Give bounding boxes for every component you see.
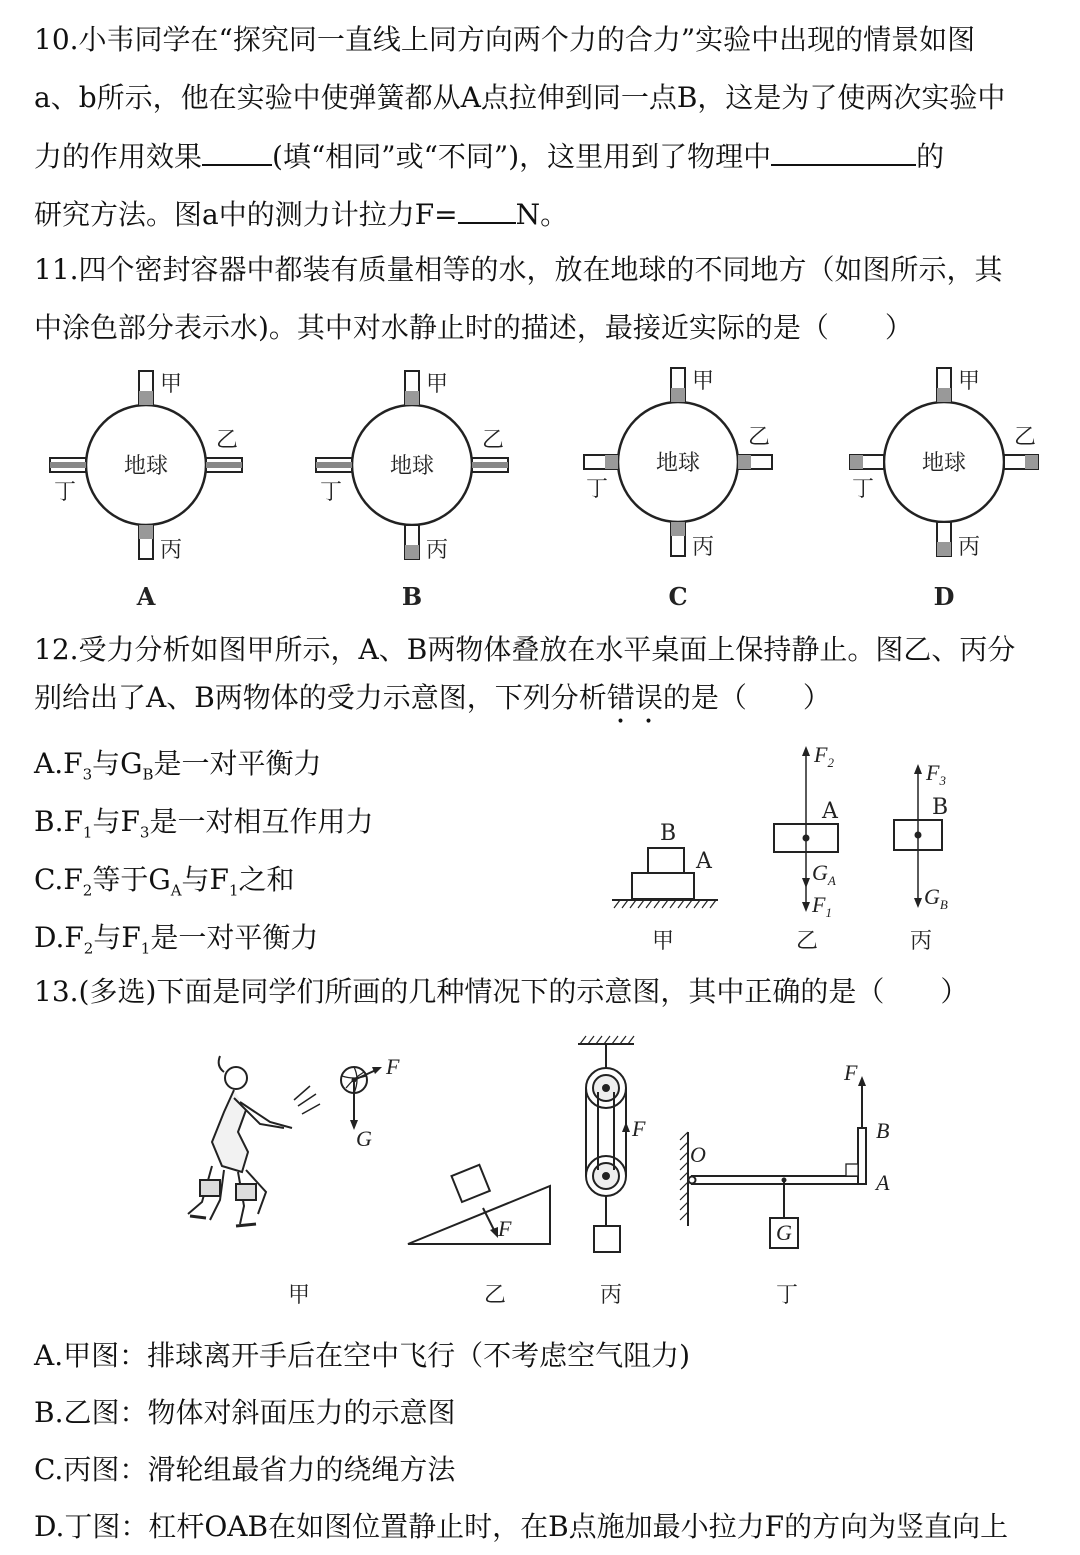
q10-blank-1[interactable] — [202, 136, 272, 166]
option-letter: B — [401, 582, 423, 611]
caption-bing: 丙 — [910, 929, 933, 954]
label-b: B — [660, 821, 677, 846]
label-top: 甲 — [958, 369, 981, 394]
yi-force-f: F — [498, 1216, 512, 1241]
caption-ding: 丁 — [776, 1283, 799, 1308]
q12-option-a[interactable]: $A.F_3$与$G_B$是一对平衡力 — [34, 747, 322, 784]
label-left: 丁 — [320, 480, 343, 505]
q10-line4-a: 研究方法。图a中的测力计拉力F= — [34, 198, 458, 231]
label-right: 乙 — [216, 428, 239, 453]
q12-figure — [600, 740, 970, 960]
earth-label: 地球 — [389, 454, 435, 479]
label-top: 甲 — [692, 369, 715, 394]
q11-figure — [0, 360, 1080, 615]
force-ga: $G_A$ — [812, 860, 836, 888]
q10-line4 — [34, 194, 568, 235]
force-f3: $F_3$ — [926, 760, 946, 788]
q11-option-d — [850, 368, 1038, 611]
q12-fig-jia — [612, 821, 718, 954]
q11-line1: 11.四个密封容器中都装有质量相等的水，放在地球的不同地方（如图所示，其 — [34, 253, 1003, 286]
caption-jia: 甲 — [288, 1283, 311, 1308]
q11-line2: 中涂色部分表示水)。其中对水静止时的描述，最接近实际的是（ ） — [34, 311, 913, 344]
q11-option-a — [50, 371, 242, 611]
q13-figure — [176, 1030, 916, 1320]
force-gb: $G_B$ — [924, 884, 948, 912]
q13-option-c[interactable]: C.丙图：滑轮组最省力的绕绳方法 — [34, 1453, 456, 1486]
q13-fig-ding — [680, 1076, 866, 1248]
q10-line3-b: (填“相同”或“不同”)，这里用到了物理中 — [272, 140, 772, 173]
ding-point-b: B — [876, 1118, 890, 1143]
label-bottom: 丙 — [160, 538, 183, 563]
q12-line2-b: 的是（ ） — [662, 681, 831, 714]
q13-fig-bing — [578, 1036, 634, 1252]
q13-option-d[interactable]: D.丁图：杠杆OAB在如图位置静止时，在B点施加最小拉力F的方向为竖直向上 — [34, 1510, 1009, 1543]
q12-line1: 12.受力分析如图甲所示，A、B两物体叠放在水平桌面上保持静止。图乙、丙分 — [34, 633, 1016, 666]
bing-force-f: F — [632, 1116, 646, 1141]
label-bottom: 丙 — [426, 538, 449, 563]
force-f2: $F_2$ — [814, 742, 834, 770]
q12-line2 — [34, 678, 831, 730]
q10-blank-3[interactable] — [458, 194, 516, 224]
q12-option-b[interactable]: $B.F_1$与$F_3$是一对相互作用力 — [34, 805, 374, 842]
q12-fig-yi — [774, 742, 839, 954]
jia-force-f: F — [386, 1054, 400, 1079]
earth-label: 地球 — [655, 451, 701, 476]
label-b: B — [932, 795, 949, 820]
option-letter: C — [668, 582, 688, 611]
earth-label: 地球 — [921, 451, 967, 476]
jia-force-g: G — [356, 1126, 372, 1151]
caption-yi: 乙 — [796, 929, 819, 954]
option-letter: A — [136, 582, 156, 611]
q13-fig-yi — [408, 1165, 550, 1244]
label-right: 乙 — [748, 425, 771, 450]
q11-option-b — [316, 371, 508, 611]
ding-pivot-o: O — [690, 1142, 706, 1167]
caption-yi: 乙 — [484, 1283, 507, 1308]
q10-line3-a: 力的作用效果 — [34, 140, 203, 173]
label-left: 丁 — [852, 477, 875, 502]
label-top: 甲 — [160, 372, 183, 397]
label-left: 丁 — [586, 477, 609, 502]
q13-fig-jia — [188, 1056, 382, 1226]
caption-bing: 丙 — [600, 1283, 623, 1308]
q10-blank-2[interactable] — [771, 136, 916, 166]
label-bottom: 丙 — [958, 535, 981, 560]
earth-label: 地球 — [123, 454, 169, 479]
q12-emphasis: 错误 — [606, 681, 663, 714]
q12-option-c[interactable]: $C.F_2$等于$G_A$与$F_1$之和 — [34, 863, 295, 900]
ding-weight-g: G — [776, 1220, 792, 1245]
q10-line2: a、b所示，他在实验中使弹簧都从A点拉伸到同一点B，这是为了使两次实验中 — [34, 81, 1006, 114]
q12-line2-a: 别给出了A、B两物体的受力示意图，下列分析 — [34, 681, 607, 714]
q13-option-a[interactable]: A.甲图：排球离开手后在空中飞行（不考虑空气阻力) — [34, 1339, 691, 1372]
label-top: 甲 — [426, 372, 449, 397]
q13-line1: 13.(多选)下面是同学们所画的几种情况下的示意图，其中正确的是（ ） — [34, 975, 969, 1008]
ding-force-f: F — [844, 1060, 858, 1085]
option-letter: D — [933, 582, 955, 611]
q12-fig-bing — [894, 760, 948, 954]
q10-line1: 10.小韦同学在“探究同一直线上同方向两个力的合力”实验中出现的情景如图 — [34, 23, 976, 56]
q10-line4-b: N。 — [515, 198, 569, 231]
label-right: 乙 — [1014, 425, 1037, 450]
caption-jia: 甲 — [652, 929, 675, 954]
ding-point-a: A — [876, 1170, 890, 1195]
q10-line3-c: 的 — [916, 140, 945, 173]
label-bottom: 丙 — [692, 535, 715, 560]
label-left: 丁 — [54, 480, 77, 505]
q12-option-d[interactable]: $D.F_2$与$F_1$是一对平衡力 — [34, 921, 319, 958]
label-right: 乙 — [482, 428, 505, 453]
q10-line3 — [34, 136, 944, 177]
label-a: A — [822, 799, 838, 824]
q11-option-c — [584, 368, 772, 611]
q13-option-b[interactable]: B.乙图：物体对斜面压力的示意图 — [34, 1396, 456, 1429]
force-f1: $F_1$ — [812, 892, 832, 920]
label-a: A — [696, 849, 712, 874]
